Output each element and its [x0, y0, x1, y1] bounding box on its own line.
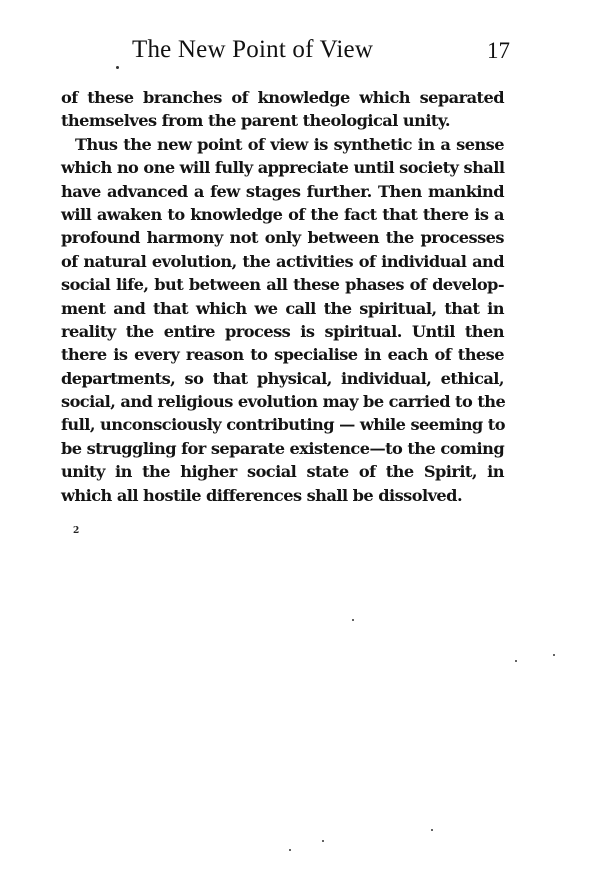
running-header — [132, 36, 510, 66]
text-line: ment and that which we call the spiritual, that in — [61, 298, 504, 318]
text-line: reality the entire process is spiritual. Until then — [61, 321, 504, 341]
body-paragraphs — [61, 86, 504, 507]
scan-speck — [431, 829, 433, 831]
text-line: social, and religious evolution may be carried to the — [61, 392, 506, 412]
text-line: departments, so that physical, individual, ethical, — [61, 368, 504, 388]
text-line: be struggling for separate existence—to the coming — [61, 438, 505, 458]
text-line: which all hostile differences shall be dissolved. — [61, 485, 463, 505]
text-line: Thus the new point of view is synthetic in a sense — [75, 134, 504, 154]
text-line: of natural evolution, the activities of individual and — [61, 251, 504, 271]
text-line: of these branches of knowledge which separated — [61, 88, 504, 107]
text-line: full, unconsciously contributing — while seeming to — [61, 415, 505, 435]
scan-speck — [515, 660, 517, 662]
text-line: there is every reason to specialise in each of these — [61, 345, 504, 365]
text-line: will awaken to knowledge of the fact that there is a — [61, 204, 504, 224]
scan-speck — [553, 654, 555, 656]
scan-speck — [116, 66, 119, 69]
text-line: profound harmony not only between the processes — [61, 228, 504, 248]
text-line: unity in the higher social state of the Spirit, in — [61, 462, 504, 482]
running-title: The New Point of View — [132, 36, 374, 63]
text-line: which no one will fully appreciate until society shall — [61, 158, 505, 178]
scan-speck — [322, 840, 324, 842]
page-number: 17 — [487, 38, 510, 63]
text-line: have advanced a few stages further. Then mankind — [61, 181, 504, 201]
signature-mark: 2 — [73, 526, 80, 536]
scan-speck — [289, 849, 291, 851]
scan-speck — [352, 619, 354, 621]
text-line: themselves from the parent theological unity. — [61, 111, 450, 131]
text-line: social life, but between all these phases of develop- — [61, 275, 504, 295]
